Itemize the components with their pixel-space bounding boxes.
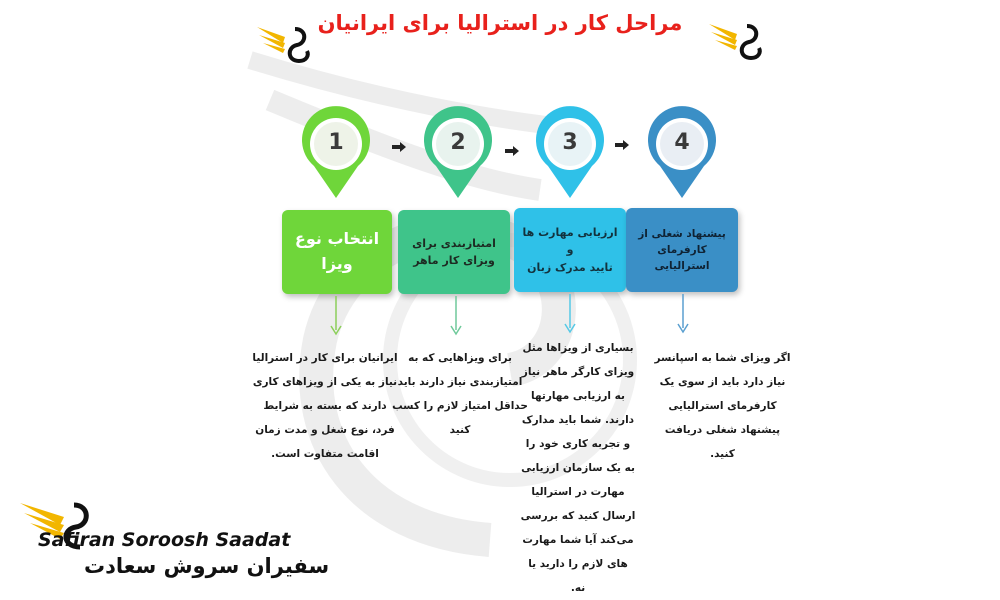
arrow-down-icon: [446, 296, 466, 336]
brand-logo-icon: [707, 12, 767, 72]
step-2-box-text: امتیازبندی برای ویزای کار ماهر: [412, 236, 496, 267]
step-4-box-text: پیشنهاد شغلی از کارفرمای استرالیایی: [638, 227, 726, 273]
step-1-description: ایرانیان برای کار در استرالیا نیاز به یکی از ویزاهای کاری دارند که بسته به شرایط فرد، نوع شغل و مدت زمان اقامت متفاوت است.: [252, 352, 398, 460]
step-4-box: [626, 208, 738, 292]
step-3-box-text: ارزیابی مهارت ها و تایید مدرک زبان: [522, 226, 618, 274]
step-3-box: [514, 208, 626, 292]
step-3-number: 3: [562, 130, 578, 155]
arrow-down-icon: [326, 296, 346, 336]
brand-name-en: Safiran Soroosh Saadat: [38, 529, 291, 551]
step-1-box: [282, 210, 392, 294]
arrow-right-icon: [615, 140, 629, 150]
step-3-description: بسیاری از ویزاها مثل ویزای کارگر ماهر نیاز به ارزیابی مهارتها دارند. شما باید مدارک و تجربه کاری خود را به یک سازمان ارزیابی مهارت در استرالیا ارسال کنید که بررسی می‌کند آیا شما مهارت های لازم را دارید یا نه.: [520, 342, 636, 594]
brand-name-fa: سفیران سروش سعادت: [84, 554, 330, 578]
step-4-number: 4: [674, 130, 690, 155]
brand-logo-icon: [255, 15, 315, 75]
arrow-down-icon: [673, 294, 693, 334]
step-1-number: 1: [328, 130, 344, 155]
step-2-description: برای ویزاهایی که به امتیازبندی نیاز دارند باید حداقل امتیاز لازم را کسب کنید: [392, 352, 528, 436]
step-2-box: [398, 210, 510, 294]
arrow-right-icon: [505, 146, 519, 156]
page-title: مراحل کار در استرالیا برای ایرانیان: [317, 11, 683, 35]
arrow-right-icon: [392, 142, 406, 152]
step-1-box-text: انتخاب نوع ویزا: [294, 229, 380, 273]
step-4-description: اگر ویزای شما به اسپانسر نیاز دارد باید از سوی یک کارفرمای استرالیایی پیشنهاد شغلی دریافت کنید.: [654, 352, 791, 460]
step-2-number: 2: [450, 130, 466, 155]
arrow-down-icon: [560, 294, 580, 334]
